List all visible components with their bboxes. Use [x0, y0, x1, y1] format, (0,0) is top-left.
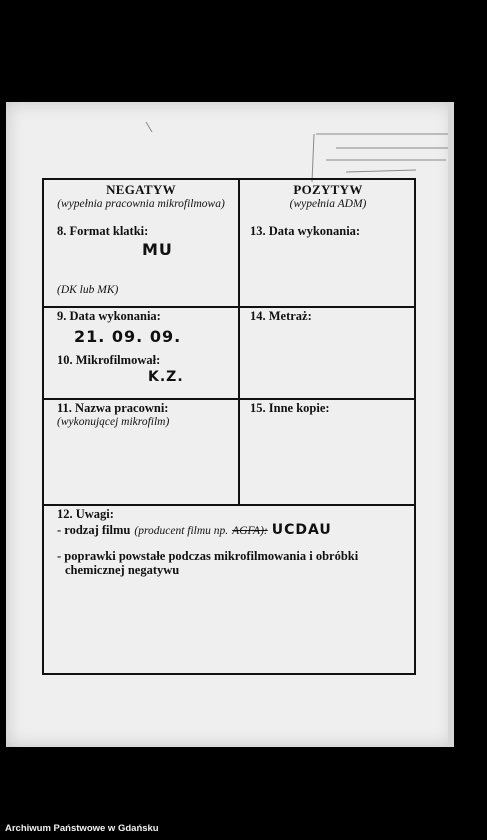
pozytyw-cell — [240, 180, 416, 306]
lab-name-cell — [44, 399, 238, 505]
paper-edge — [448, 102, 454, 747]
format-value: MU — [142, 240, 173, 259]
remarks-label: 12. Uwagi: — [57, 507, 114, 521]
other-copies-label: 15. Inne kopie: — [250, 401, 330, 415]
negatyw-cell — [44, 180, 238, 306]
remarks-cell — [44, 505, 416, 675]
format-label: 8. Format klatki: — [57, 224, 149, 238]
pozytyw-title: POZYTYW — [293, 182, 363, 197]
length-cell — [240, 307, 416, 399]
corrections-line-1: - poprawki powstałe podczas mikrofilmowania i obróbki — [57, 549, 359, 563]
microfilm-form — [42, 178, 416, 675]
other-copies-cell — [240, 399, 416, 505]
film-date-label: 9. Data wykonania: — [57, 309, 161, 323]
film-type-value: UCDAU — [271, 522, 332, 538]
pozytyw-subtitle: (wypełnia ADM) — [289, 198, 367, 210]
length-label: 14. Metraż: — [250, 309, 312, 323]
document-page — [6, 102, 454, 747]
date-made-label: 13. Data wykonania: — [250, 224, 361, 238]
lab-name-label: 11. Nazwa pracowni: — [57, 401, 169, 415]
film-producer-hint: (producent filmu np. — [134, 525, 229, 537]
lab-name-subtitle: (wykonującej mikrofilm) — [57, 416, 170, 428]
negatyw-title: NEGATYW — [106, 182, 176, 197]
date-operator-cell — [44, 307, 238, 399]
operator-value: K.Z. — [148, 369, 184, 385]
negatyw-subtitle: (wypełnia pracownia mikrofilmowa) — [57, 198, 225, 210]
film-date-value: 21. 09. 09. — [74, 327, 182, 346]
film-producer-example: AGFA): — [232, 525, 268, 537]
film-type-label: - rodzaj filmu — [57, 523, 131, 537]
operator-label: 10. Mikrofilmował: — [57, 353, 161, 367]
corrections-line-2: chemicznej negatywu — [65, 563, 180, 577]
format-note: (DK lub MK) — [57, 284, 119, 296]
remarks-film-type-line — [57, 521, 332, 539]
archive-credit: Archiwum Państwowe w Gdańsku — [5, 823, 159, 834]
